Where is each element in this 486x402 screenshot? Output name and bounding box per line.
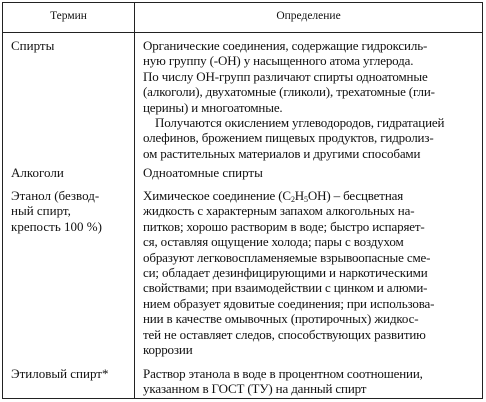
definition-line: Получаются окислением углеводородов, гидратацией	[155, 115, 445, 131]
definition-line: ом растительных материалов и другими способами	[143, 145, 421, 161]
definition-line: (алкоголи), двухатомные (гликоли), трехатомные (гли-	[143, 84, 435, 100]
definition-line: нием образует ядовитые соединения; при использова-	[143, 295, 435, 311]
formula-subscript: 2	[290, 195, 295, 204]
table-header	[3, 3, 482, 33]
definition-line: тей не оставляет следов, способствующих развитию	[143, 326, 426, 342]
definition-cell	[143, 366, 423, 397]
definition-line: питков; хорошо растворим в воде; быстро испаряет-	[143, 218, 425, 234]
definition-line: свойствами; при взаимодействии с цинком и алюми-	[143, 280, 428, 296]
definition-line: жидкость с характерным запахом алкогольных на-	[143, 203, 415, 219]
definition-line: Органические соединения, содержащие гидроксиль-	[143, 38, 428, 53]
term-cell	[11, 188, 102, 234]
definition-line: ся, оставляя ощущение холода; пары с воздухом	[143, 234, 404, 250]
term-text: крепость 100 %)	[11, 218, 102, 234]
column-divider	[134, 3, 135, 398]
definition-cell	[143, 165, 263, 180]
definition-line: ную группу (-OH) у насыщенного атома углерода.	[143, 53, 414, 69]
definitions-table	[2, 2, 483, 399]
term-text: Этиловый спирт*	[11, 366, 109, 381]
header-definition: Определение	[276, 10, 341, 22]
term-text: Спирты	[11, 38, 55, 53]
definition-line: указанном в ГОСТ (ТУ) на данный спирт	[143, 381, 367, 397]
definition-line: коррозии	[143, 342, 193, 358]
formula-subscript: 5	[304, 195, 308, 204]
formula-line	[143, 188, 434, 203]
term-cell	[11, 366, 108, 381]
formula-text: Химическое соединение (C	[143, 188, 291, 203]
definition-line: По числу OH-групп различают спирты одноатомные	[143, 68, 428, 84]
definition-line: Одноатомные спирты	[143, 165, 263, 180]
term-text: ный спирт,	[11, 203, 71, 219]
formula-text: OH) – бесцветная	[307, 188, 404, 203]
definition-line: образуют легковоспламеняемые взрывоопасные сме-	[143, 249, 431, 265]
formula-text: H	[294, 188, 305, 203]
definition-cell	[143, 38, 444, 161]
term-cell	[11, 38, 54, 53]
definition-line: си; обладает дезинфицирующими и наркотическими	[143, 265, 428, 281]
definition-line: церины) и многоатомные.	[143, 99, 283, 115]
term-text: Этанол (безвод-	[11, 188, 100, 203]
definition-line: олефинов, брожением пищевых продуктов, гидролиз-	[143, 130, 434, 146]
definition-cell	[143, 188, 434, 357]
header-term: Термин	[50, 10, 87, 22]
definition-line: нии в качестве омывочных (протирочных) жидкос-	[143, 311, 419, 327]
definition-line: Раствор этанола в воде в процентном соотношении,	[143, 366, 423, 381]
term-cell	[11, 165, 64, 180]
term-text: Алкоголи	[11, 165, 64, 180]
